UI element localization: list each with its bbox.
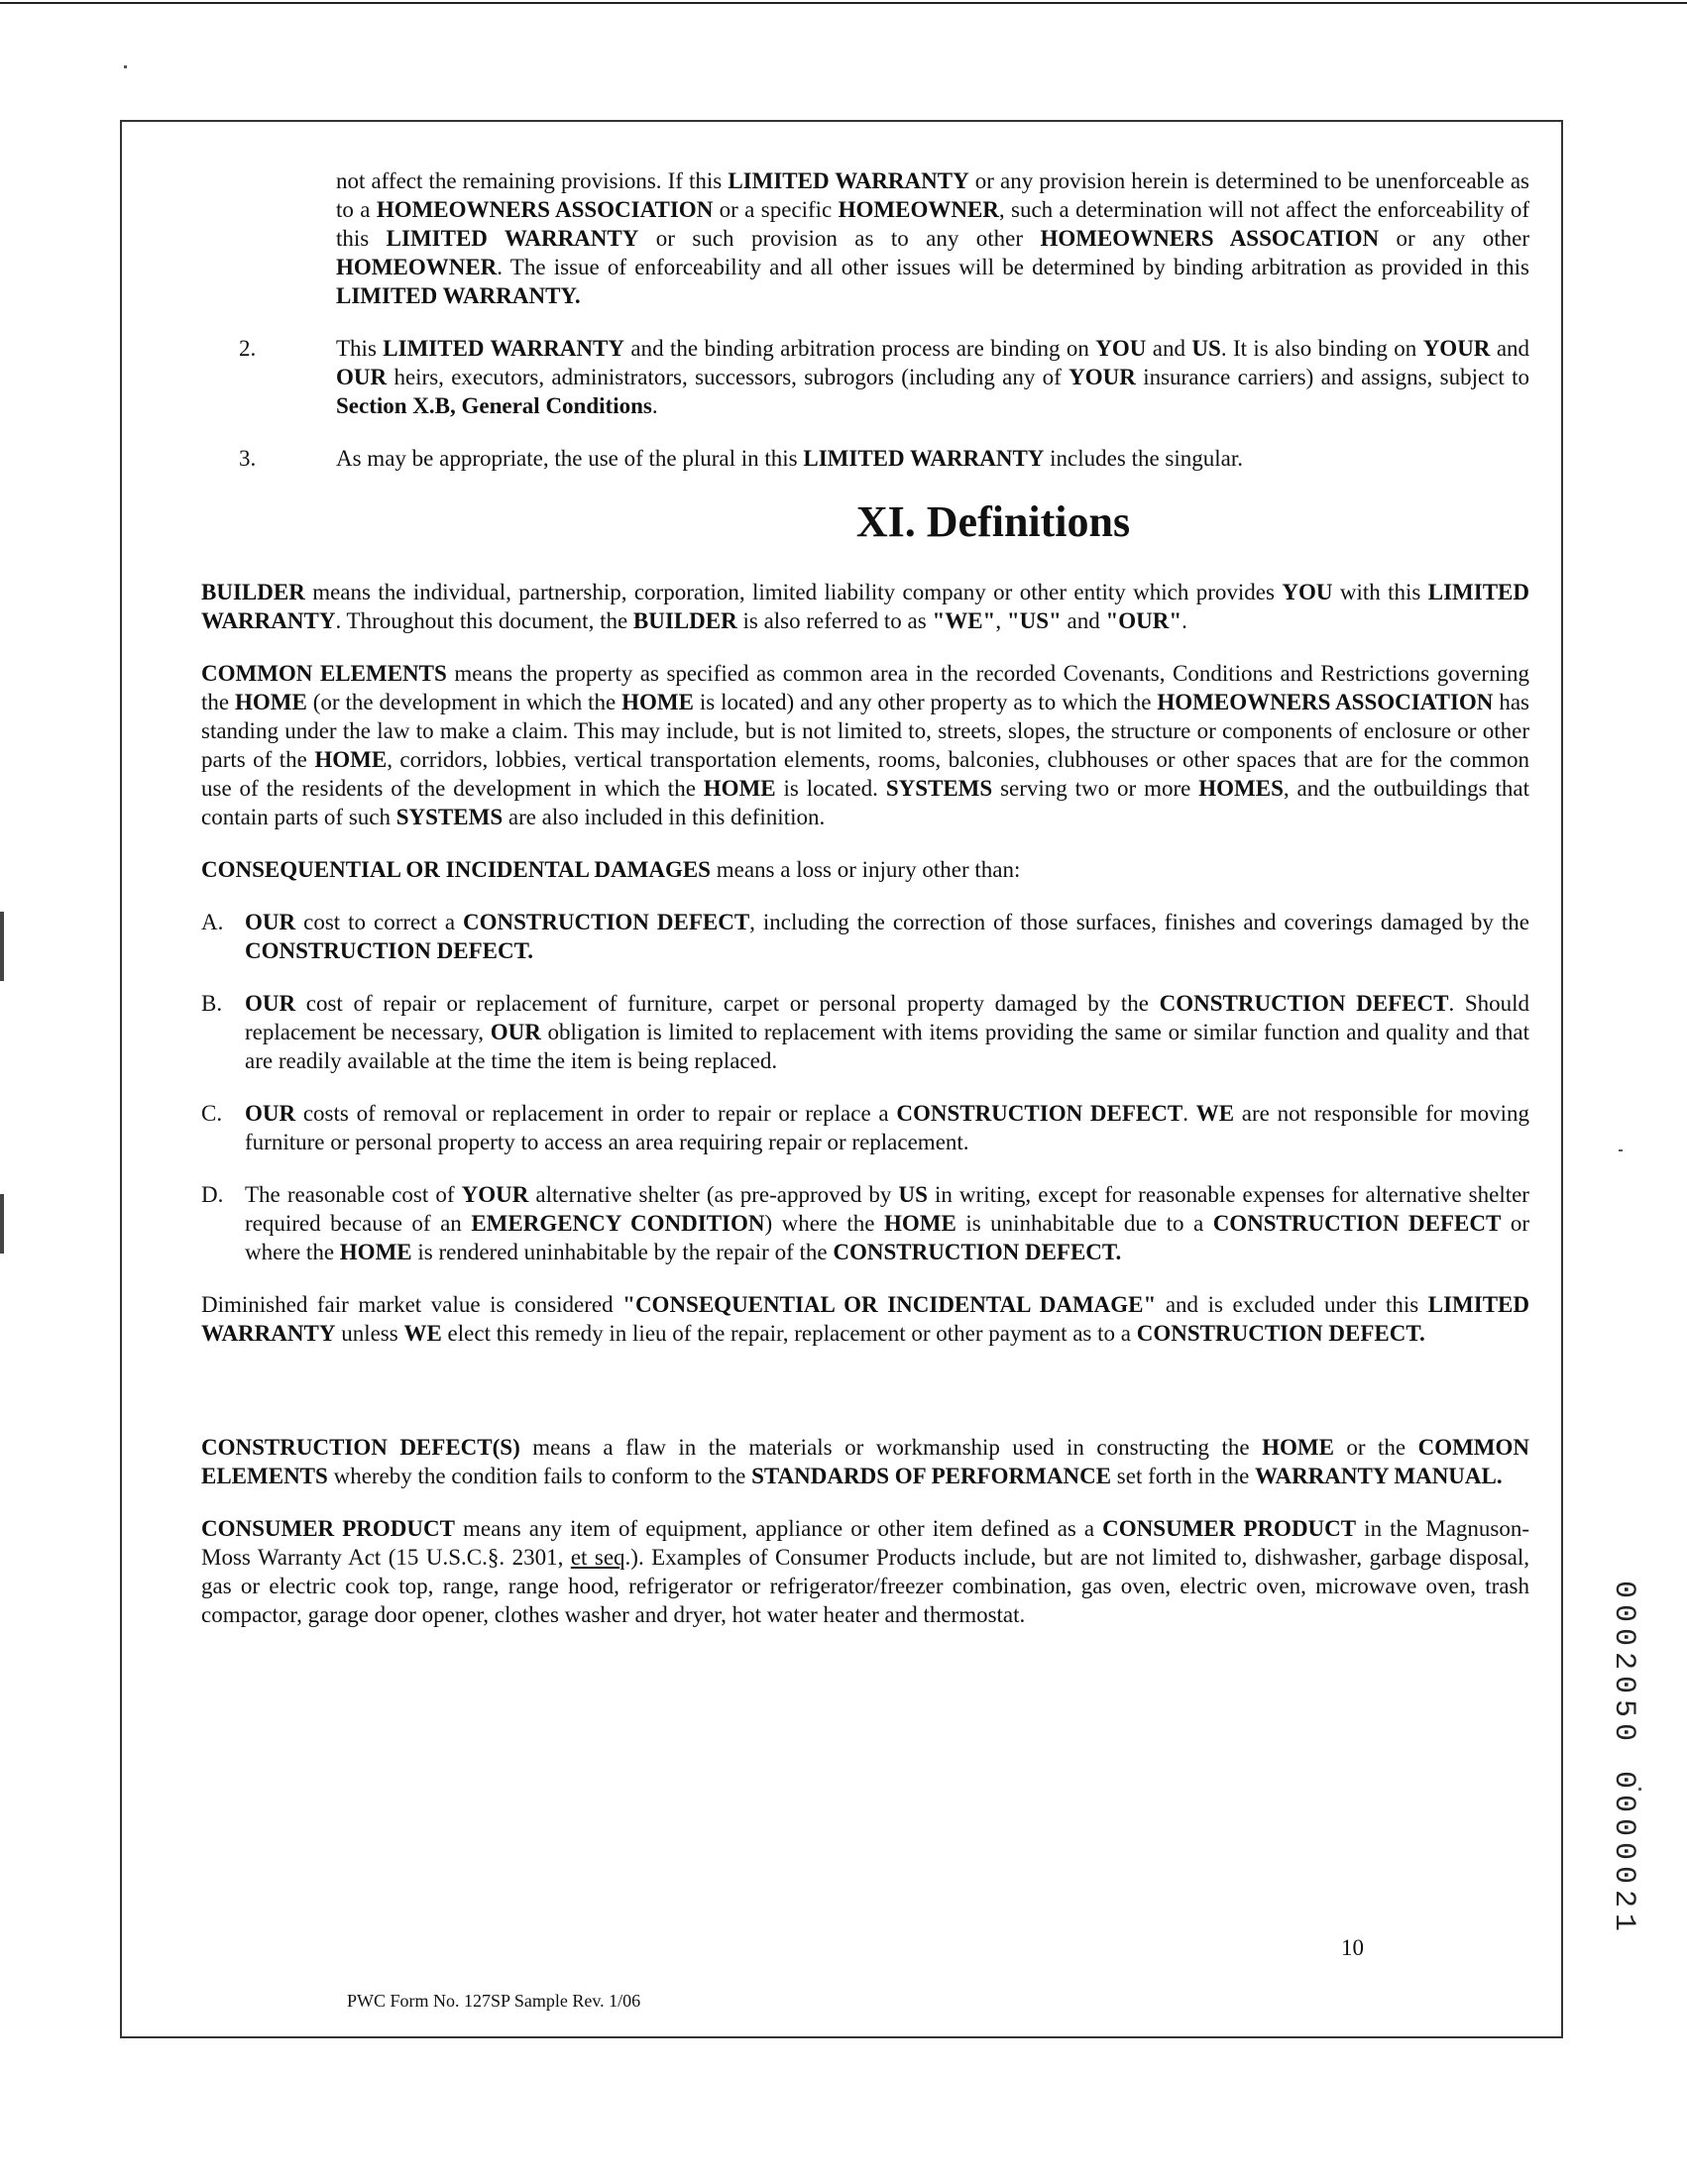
text-run: is also referred to as	[736, 608, 933, 633]
text-run: has standing under the law to make a claim. This may include, but is not limited to, streets, slopes, the structure or components of enclosure or other parts of the	[201, 690, 1529, 772]
bold-term: HOME	[314, 747, 388, 772]
bold-term: CONSTRUCTION DEFECT	[1159, 991, 1449, 1016]
scan-top-edge	[0, 2, 1687, 4]
scan-edge-mark	[0, 912, 4, 981]
text-run: , such a determination will not affect the enforceability of this	[336, 197, 1530, 251]
text-run: . It is also binding on	[1220, 336, 1423, 361]
text-run: is rendered uninhabitable by the repair of the	[411, 1240, 834, 1264]
item-letter: C.	[201, 1101, 223, 1126]
bold-term: EMERGENCY CONDITION	[471, 1211, 765, 1236]
bold-term: US	[1191, 336, 1221, 361]
item-letter: B.	[201, 991, 223, 1016]
bold-term: HOMES	[1198, 776, 1284, 801]
text-run: and is excluded under this	[1156, 1292, 1428, 1317]
text-run: As may be appropriate, the use of the plural in this	[336, 446, 804, 471]
bold-term: LIMITED WARRANTY	[728, 168, 969, 193]
text-run: alternative shelter (as pre-approved by	[528, 1182, 899, 1207]
bold-term: HOME	[703, 776, 776, 801]
bold-term: HOME	[621, 690, 694, 714]
text-run: . Should replacement be necessary,	[245, 991, 1530, 1044]
definition-builder	[201, 578, 1529, 635]
text-run: are not responsible for moving furniture or personal property to access an area requiring repair or replacement.	[245, 1101, 1530, 1154]
text-run: means any item of equipment, appliance or other item defined as a	[454, 1516, 1103, 1541]
text-run: or where the	[245, 1211, 1530, 1264]
text-run: are also included in this definition.	[503, 805, 826, 829]
text-run: is located.	[775, 776, 886, 801]
bold-term: LIMITED WARRANTY	[201, 1292, 1529, 1346]
text-run: cost to correct a	[295, 910, 464, 934]
bold-term: BUILDER	[632, 608, 737, 633]
section-heading: XI. Definitions	[855, 497, 1131, 546]
text-run: is located) and any other property as to which the	[693, 690, 1158, 714]
text-run: unless	[335, 1321, 404, 1346]
item-letter: A.	[201, 910, 224, 934]
item-text	[245, 1099, 1529, 1156]
bold-term: OUR	[490, 1020, 541, 1044]
bold-term: HOMEOWNERS ASSOCIATION	[1157, 690, 1494, 714]
text-run: and	[1061, 608, 1106, 633]
bold-term: CONSTRUCTION DEFECT	[463, 910, 750, 934]
bold-term: OUR	[245, 1101, 296, 1126]
text-run: .	[651, 393, 658, 418]
text-run: and the binding arbitration process are binding on	[623, 336, 1096, 361]
bold-term: YOU	[1095, 336, 1147, 361]
definition-consumer-product	[201, 1514, 1529, 1629]
bold-term: CONSTRUCTION DEFECT.	[833, 1240, 1122, 1264]
bold-term: Section X.B, General Conditions	[336, 393, 652, 418]
item-text	[245, 989, 1529, 1075]
text-run: in the Magnuson-Moss Warranty Act (15 U.S.C.§. 2301,	[201, 1516, 1530, 1570]
text-run: serving two or more	[992, 776, 1199, 801]
text-run: heirs, executors, administrators, successors, subrogors (including any of	[387, 365, 1069, 389]
text-run: ,	[995, 608, 1007, 633]
text-run: and	[1490, 336, 1530, 361]
scan-speck	[124, 65, 127, 68]
text-run: , including the correction of those surfaces, finishes and coverings damaged by the	[749, 910, 1530, 934]
text-run: (or the development in which the	[306, 690, 622, 714]
bold-term: CONSTRUCTION DEFECT.	[1136, 1321, 1425, 1346]
text-run: or a specific	[713, 197, 839, 222]
blank-space	[201, 1371, 1529, 1433]
text-run: includes the singular.	[1044, 446, 1243, 471]
bold-term: HOME	[235, 690, 307, 714]
text-run: means the individual, partnership, corporation, limited liability company or other entity which provides	[304, 580, 1283, 604]
page-number: 10	[1341, 1935, 1364, 1960]
bold-term: OUR	[245, 991, 296, 1016]
bold-term: HOMEOWNERS ASSOCIATION	[376, 197, 714, 222]
text-run: costs of removal or replacement in order to repair or replace a	[295, 1101, 897, 1126]
text-run: . Throughout this document, the	[335, 608, 633, 633]
text-run: means the property as specified as common area in the recorded Covenants, Conditions and Restrictions governing the	[201, 661, 1529, 714]
text-run: is uninhabitable due to a	[956, 1211, 1213, 1236]
text-run: not affect the remaining provisions. If this	[336, 168, 729, 193]
bold-term: LIMITED WARRANTY	[386, 226, 639, 251]
definition-consequential-damages	[201, 855, 1529, 884]
text-run: or such provision as to any other	[638, 226, 1041, 251]
bold-term: "OUR"	[1105, 608, 1182, 633]
item-number: 2.	[239, 336, 257, 361]
bold-term: CONSTRUCTION DEFECT(S)	[201, 1435, 520, 1460]
bold-term: LIMITED WARRANTY	[803, 446, 1045, 471]
text-run: and	[1146, 336, 1192, 361]
text-run: ) where the	[764, 1211, 884, 1236]
item-text	[336, 334, 1529, 420]
text-run: cost of repair or replacement of furniture, carpet or personal property damaged by the	[295, 991, 1160, 1016]
page-frame	[120, 120, 1563, 2038]
text-run: or any provision herein is determined to be unenforceable as to a	[336, 168, 1530, 222]
numbered-item	[201, 444, 1529, 473]
text-run: The reasonable cost of	[245, 1182, 462, 1207]
text-run: or any other	[1379, 226, 1529, 251]
text-run: whereby the condition fails to conform to the	[327, 1464, 752, 1488]
diminished-value-paragraph	[201, 1290, 1529, 1348]
form-footer: PWC Form No. 127SP Sample Rev. 1/06	[347, 1991, 641, 2011]
bold-term: CONSTRUCTION DEFECT	[1212, 1211, 1502, 1236]
bold-term: "US"	[1006, 608, 1062, 633]
bold-term: SYSTEMS	[885, 776, 993, 801]
bates-number: 0002050 0000021	[1607, 1581, 1640, 1938]
bold-term: CONSEQUENTIAL OR INCIDENTAL DAMAGES	[201, 857, 711, 882]
bold-term: SYSTEMS	[395, 805, 504, 829]
bold-term: HOME	[339, 1240, 412, 1264]
text-run: set forth in the	[1111, 1464, 1256, 1488]
bold-term: WE	[403, 1321, 442, 1346]
bold-term: CONSUMER PRODUCT	[1102, 1516, 1357, 1541]
text-run: insurance carriers) and assigns, subject to	[1135, 365, 1529, 389]
text-run: obligation is limited to replacement with items providing the same or similar function and quality and that are readily available at the time the item is being replaced.	[245, 1020, 1529, 1073]
text-run: means a loss or injury other than:	[710, 857, 1021, 882]
bold-term: "WE"	[932, 608, 996, 633]
item-number: 3.	[239, 446, 257, 471]
text-run: means a flaw in the materials or workmanship used in constructing the	[519, 1435, 1263, 1460]
item-text	[245, 1180, 1529, 1266]
continued-paragraph	[336, 166, 1529, 310]
bold-term: HOMEOWNERS ASSOCATION	[1040, 226, 1380, 251]
bold-term: HOME	[1262, 1435, 1334, 1460]
bold-term: LIMITED WARRANTY	[201, 580, 1530, 633]
text-run: , corridors, lobbies, vertical transportation elements, rooms, balconies, clubhouses or other spaces that are for the common use of the residents of the development in which the	[201, 747, 1529, 801]
bold-term: US	[898, 1182, 928, 1207]
text-run: .	[1182, 1101, 1196, 1126]
lettered-item	[201, 1180, 1529, 1266]
bold-term: STANDARDS OF PERFORMANCE	[751, 1464, 1112, 1488]
text-run: elect this remedy in lieu of the repair, replacement or other payment as to a	[441, 1321, 1137, 1346]
scan-edge-mark	[0, 1194, 4, 1254]
text-run: et seq	[570, 1545, 625, 1570]
document-body	[201, 166, 1529, 1653]
bold-term: BUILDER	[201, 580, 305, 604]
bold-term: COMMON ELEMENTS	[201, 661, 447, 686]
bold-term: LIMITED WARRANTY	[383, 336, 624, 361]
lettered-item	[201, 989, 1529, 1075]
text-run: , and the outbuildings that contain parts of such	[201, 776, 1529, 829]
bold-term: OUR	[336, 365, 388, 389]
bold-term: WE	[1195, 1101, 1235, 1126]
item-text	[336, 444, 1529, 473]
definition-common-elements	[201, 659, 1529, 831]
bold-term: YOUR	[1422, 336, 1491, 361]
bold-term: CONSTRUCTION DEFECT.	[245, 938, 533, 963]
definition-construction-defect	[201, 1433, 1529, 1490]
bold-term: YOU	[1282, 580, 1333, 604]
bold-term: LIMITED WARRANTY.	[336, 283, 581, 308]
bold-term: "CONSEQUENTIAL OR INCIDENTAL DAMAGE"	[622, 1292, 1157, 1317]
bold-term: CONSUMER PRODUCT	[201, 1516, 455, 1541]
text-run: Diminished fair market value is considered	[201, 1292, 623, 1317]
item-letter: D.	[201, 1182, 224, 1207]
bold-term: HOMEOWNER	[336, 255, 498, 279]
text-run: in writing, except for reasonable expenses for alternative shelter required because of an	[245, 1182, 1529, 1236]
bold-term: YOUR	[461, 1182, 529, 1207]
scan-speck	[1619, 1149, 1623, 1151]
lettered-item	[201, 1099, 1529, 1156]
item-text	[245, 908, 1529, 965]
text-run: with this	[1332, 580, 1428, 604]
bold-term: YOUR	[1068, 365, 1136, 389]
bold-term: COMMON ELEMENTS	[201, 1435, 1529, 1488]
text-run: .). Examples of Consumer Products include, but are not limited to, dishwasher, garbage disposal, gas or electric cook top, range, range hood, refrigerator or refrigerator/freezer combination, gas oven, electric oven, microwave oven, trash compactor, garage door opener, clothes washer and dryer, hot water heater and thermostat.	[201, 1545, 1529, 1627]
text-run: or the	[1333, 1435, 1418, 1460]
text-run: This	[336, 336, 384, 361]
bold-term: HOME	[883, 1211, 956, 1236]
bold-term: CONSTRUCTION DEFECT	[896, 1101, 1183, 1126]
numbered-item	[201, 334, 1529, 420]
bold-term: WARRANTY MANUAL.	[1255, 1464, 1503, 1488]
lettered-item	[201, 908, 1529, 965]
bold-term: OUR	[245, 910, 296, 934]
text-run: . The issue of enforceability and all other issues will be determined by binding arbitration as provided in this	[497, 255, 1529, 279]
bold-term: HOMEOWNER	[838, 197, 999, 222]
text-run: .	[1181, 608, 1187, 633]
